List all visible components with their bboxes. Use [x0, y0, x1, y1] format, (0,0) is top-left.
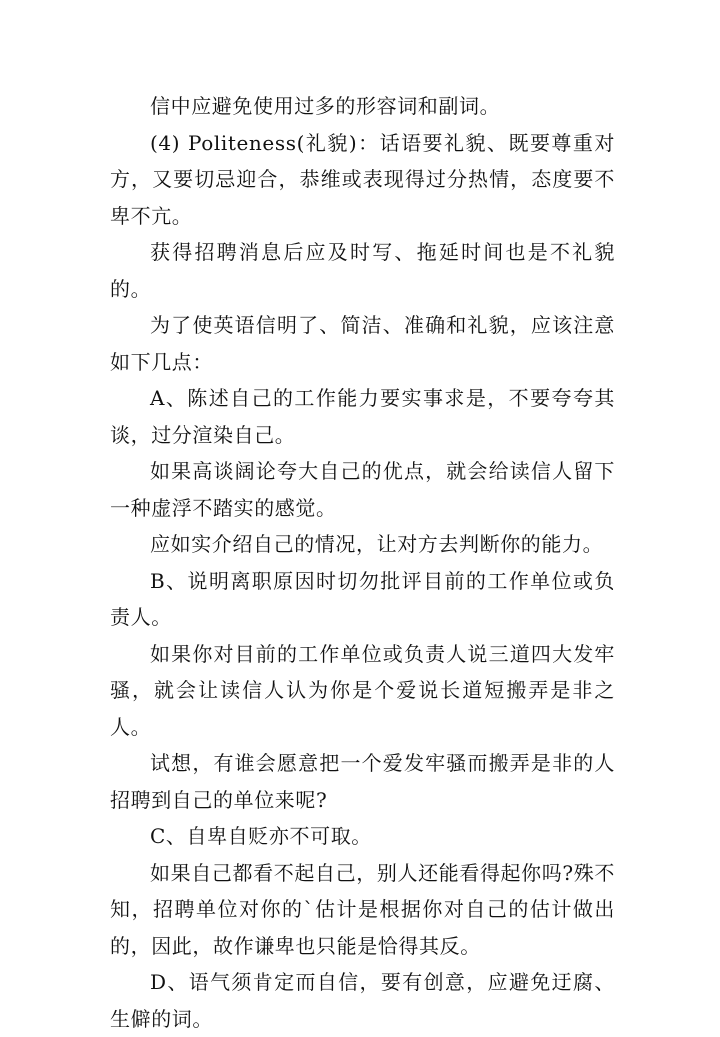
paragraph-11: C、自卑自贬亦不可取。 [150, 824, 372, 848]
paragraph-3: 获得招聘消息后应及时写、拖延时间也是不礼貌的。 [110, 240, 615, 301]
paragraph-8: B、说明离职原因时切勿批评目前的工作单位或负责人。 [110, 568, 615, 629]
paragraph-4: 为了使英语信明了、简洁、准确和礼貌，应该注意如下几点： [110, 313, 615, 374]
paragraph-13: D、语气须肯定而自信，要有创意，应避免迂腐、生僻的词。 [110, 970, 615, 1031]
paragraph-6: 如果高谈阔论夸大自己的优点，就会给读信人留下一种虚浮不踏实的感觉。 [110, 459, 615, 520]
paragraph-9: 如果你对目前的工作单位或负责人说三道四大发牢骚，就会让读信人认为你是个爱说长道短搬弄是非之人。 [110, 641, 615, 739]
paragraph-1: 信中应避免使用过多的形容词和副词。 [150, 94, 501, 118]
document-body [110, 88, 615, 1037]
paragraph-7: 应如实介绍自己的情况，让对方去判断你的能力。 [150, 532, 604, 556]
paragraph-2: (4) Politeness(礼貌)：话语要礼貌、既要尊重对方，又要切忌迎合，恭维或表现得过分热情，态度要不卑不亢。 [110, 130, 615, 228]
paragraph-10: 试想，有谁会愿意把一个爱发牢骚而搬弄是非的人招聘到自己的单位来呢? [110, 751, 615, 812]
paragraph-12: 如果自己都看不起自己，别人还能看得起你吗?殊不知，招聘单位对你的`估计是根据你对自己的估计做出的，因此，故作谦卑也只能是恰得其反。 [110, 860, 615, 958]
paragraph-5: A、陈述自己的工作能力要实事求是，不要夸夸其谈，过分渲染自己。 [110, 386, 615, 447]
